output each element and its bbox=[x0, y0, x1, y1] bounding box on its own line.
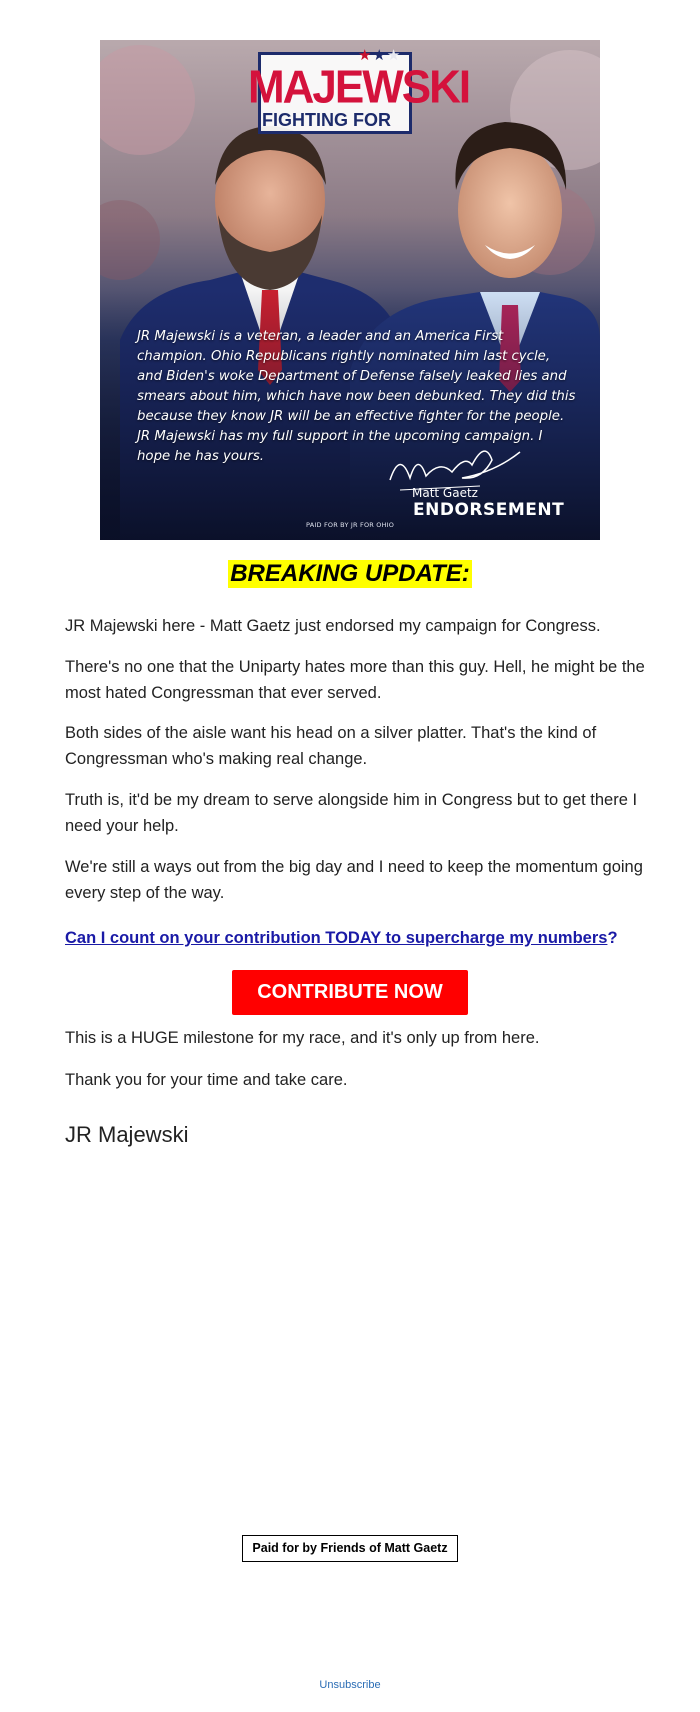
campaign-logo-title: MAJEWSKI bbox=[248, 61, 470, 114]
campaign-logo-subtitle: FIGHTING FOR bbox=[262, 110, 391, 130]
endorsement-image bbox=[100, 40, 600, 540]
paragraph-both-sides: Both sides of the aisle want his head on a silver platter. That's the kind of Congressman who's making real change. bbox=[65, 724, 597, 768]
stars-icon: ★★★ bbox=[358, 46, 402, 64]
paragraph-uniparty: There's no one that the Uniparty hates more than this guy. Hell, he might be the most hated Congressman that ever served. bbox=[65, 658, 645, 702]
unsubscribe-link[interactable]: Unsubscribe bbox=[319, 1679, 381, 1691]
endorsement-quote: JR Majewski is a veteran, a leader and an America First champion. Ohio Republicans rightly nominated him last cycle, and Biden's woke Department of Defense falsely leaked lies and smears about him, which have now been debunked. They did this because they know JR will be an effective fighter for the people. JR Majewski has my full support in the upcoming campaign. I hope he has yours. bbox=[137, 329, 576, 464]
paragraph-thanks: Thank you for your time and take care. bbox=[65, 1071, 348, 1089]
paragraph-dream: Truth is, it'd be my dream to serve alongside him in Congress but to get there I need your help. bbox=[65, 791, 638, 835]
contribution-ask-suffix: ? bbox=[607, 929, 618, 947]
image-paid-for-notice: PAID FOR BY JR FOR OHIO bbox=[306, 521, 395, 529]
contribution-ask bbox=[65, 925, 665, 951]
headline-row bbox=[0, 560, 700, 588]
paragraph-momentum: We're still a ways out from the big day and I need to keep the momentum going every step of the way. bbox=[65, 858, 643, 902]
paragraph-intro: JR Majewski here - Matt Gaetz just endorsed my campaign for Congress. bbox=[65, 617, 601, 635]
contribution-link[interactable]: Can I count on your contribution TODAY to supercharge my numbers bbox=[65, 929, 608, 947]
paid-for-disclaimer: Paid for by Friends of Matt Gaetz bbox=[242, 1535, 458, 1562]
signoff-name: JR Majewski bbox=[65, 1122, 189, 1147]
endorsement-label: ENDORSEMENT bbox=[413, 500, 565, 520]
signature-name: Matt Gaetz bbox=[412, 486, 478, 500]
contribute-now-button[interactable]: CONTRIBUTE NOW bbox=[232, 970, 468, 1015]
paragraph-milestone: This is a HUGE milestone for my race, and it's only up from here. bbox=[65, 1029, 540, 1047]
breaking-update-headline: BREAKING UPDATE: bbox=[230, 560, 470, 587]
